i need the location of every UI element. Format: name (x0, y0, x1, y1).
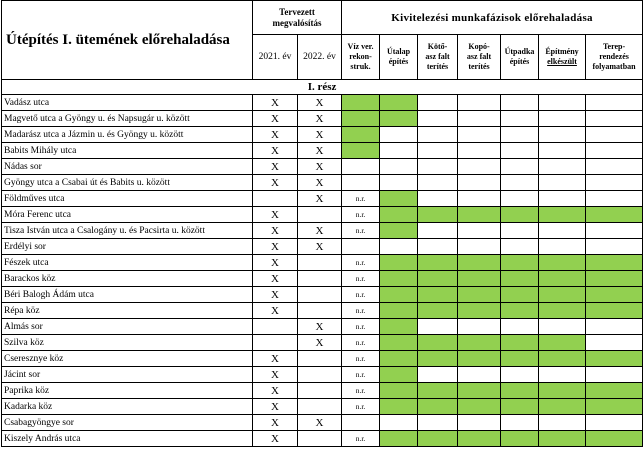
phase-done-cell (380, 255, 418, 271)
street-name: Almás sor (2, 319, 253, 335)
phase-empty-cell (380, 143, 418, 159)
phase-empty-cell (539, 367, 586, 383)
table-row (2, 175, 643, 191)
phase-done-cell (380, 319, 418, 335)
phase-header (458, 35, 501, 80)
year-2022-mark (298, 351, 342, 367)
year-2022-mark (298, 271, 342, 287)
street-name: Répa köz (2, 303, 253, 319)
phase-empty-cell (458, 143, 501, 159)
year-2021-mark: X (253, 431, 298, 447)
phase-empty-cell (458, 319, 501, 335)
year-2021-mark: X (253, 223, 298, 239)
phase-done-cell (380, 111, 418, 127)
phase-header-line: terítés (426, 62, 449, 71)
year-2021-mark: X (253, 127, 298, 143)
street-name: Erdélyi sor (2, 239, 253, 255)
phase-done-cell (586, 351, 643, 367)
phase-done-cell (539, 383, 586, 399)
phase-empty-cell (380, 159, 418, 175)
phase-empty-cell (418, 367, 458, 383)
phase-done-cell (539, 303, 586, 319)
phase-done-cell (539, 399, 586, 415)
phase-done-cell (380, 223, 418, 239)
phase-empty-cell (586, 159, 643, 175)
phase-header-line: Kötő- (427, 42, 448, 51)
phase-done-cell (342, 143, 380, 159)
year-2022-mark: X (298, 191, 342, 207)
phase-done-cell (380, 287, 418, 303)
phase-empty-cell (501, 415, 539, 431)
phase-empty-cell (458, 367, 501, 383)
phase-done-cell (418, 383, 458, 399)
year-2022-mark (298, 303, 342, 319)
phase-empty-cell (418, 415, 458, 431)
phase-na-cell: n.r. (342, 287, 380, 303)
phase-empty-cell (539, 143, 586, 159)
phase-header-line: építés (509, 57, 530, 66)
phase-done-cell (458, 303, 501, 319)
year-2021-mark: X (253, 111, 298, 127)
phase-done-cell (501, 255, 539, 271)
phase-done-cell (458, 271, 501, 287)
street-name: Szilva köz (2, 335, 253, 351)
phase-header-line: Építmény (545, 47, 579, 56)
phase-done-cell (539, 255, 586, 271)
phase-header-line: Víz ver. (347, 42, 374, 51)
phase-na-cell: n.r. (342, 255, 380, 271)
planned-header: Tervezett megvalósítás (253, 1, 342, 35)
street-name: Cseresznye köz (2, 351, 253, 367)
year-2022-mark (298, 287, 342, 303)
phase-empty-cell (458, 175, 501, 191)
year-2022-mark: X (298, 159, 342, 175)
phase-na-cell: n.r. (342, 383, 380, 399)
phase-header-line: Terep- (602, 42, 626, 51)
table-row (2, 351, 643, 367)
street-name: Barackos köz (2, 271, 253, 287)
phase-empty-cell (501, 367, 539, 383)
phase-empty-cell (458, 415, 501, 431)
year-2022-mark: X (298, 239, 342, 255)
table-row (2, 95, 643, 111)
phase-empty-cell (418, 127, 458, 143)
phase-header-line: terítés (468, 62, 490, 71)
phase-empty-cell (586, 127, 643, 143)
year-2022-mark: X (298, 415, 342, 431)
phase-na-cell: n.r. (342, 271, 380, 287)
phase-empty-cell (586, 223, 643, 239)
year-2021-mark: X (253, 303, 298, 319)
phase-done-cell (380, 271, 418, 287)
phase-done-cell (418, 255, 458, 271)
phase-done-cell (380, 431, 418, 447)
table-row (2, 255, 643, 271)
year-2021-mark: X (253, 287, 298, 303)
street-name: Béri Balogh Ádám utca (2, 287, 253, 303)
phase-empty-cell (418, 95, 458, 111)
phase-header-line: rekon- (349, 52, 372, 61)
phase-done-cell (539, 431, 586, 447)
phase-done-cell (501, 207, 539, 223)
phase-done-cell (380, 95, 418, 111)
phase-na-cell: n.r. (342, 191, 380, 207)
phase-empty-cell (458, 159, 501, 175)
phase-done-cell (418, 335, 458, 351)
phase-empty-cell (380, 175, 418, 191)
phase-done-cell (586, 271, 643, 287)
phase-done-cell (501, 399, 539, 415)
table-row (2, 239, 643, 255)
year-2021-mark: X (253, 207, 298, 223)
table-row (2, 271, 643, 287)
phase-empty-cell (501, 239, 539, 255)
phase-header (586, 35, 643, 80)
year-2021-mark: X (253, 383, 298, 399)
phase-header-line: elkészült (547, 57, 577, 66)
phase-empty-cell (539, 127, 586, 143)
phase-done-cell (458, 335, 501, 351)
phase-done-cell (342, 111, 380, 127)
year-2021-mark: X (253, 95, 298, 111)
phase-header-line: rendezés (599, 52, 629, 61)
phase-empty-cell (418, 319, 458, 335)
phase-done-cell (380, 207, 418, 223)
year-2022-mark: X (298, 143, 342, 159)
table-row (2, 383, 643, 399)
phase-done-cell (380, 367, 418, 383)
phase-header (380, 35, 418, 80)
phase-done-cell (586, 255, 643, 271)
phase-header (539, 35, 586, 80)
street-name: Vadász utca (2, 95, 253, 111)
table-row (2, 159, 643, 175)
phase-empty-cell (539, 239, 586, 255)
phase-done-cell (380, 303, 418, 319)
phase-done-cell (418, 399, 458, 415)
year-2021-mark: X (253, 367, 298, 383)
phase-done-cell (586, 399, 643, 415)
phase-empty-cell (539, 191, 586, 207)
phase-empty-cell (418, 191, 458, 207)
phase-header-line: Útalap (386, 47, 411, 56)
year-2022-mark: X (298, 95, 342, 111)
year-2022-mark (298, 207, 342, 223)
phase-empty-cell (539, 175, 586, 191)
phase-done-cell (380, 351, 418, 367)
phase-header (418, 35, 458, 80)
phase-empty-cell (586, 95, 643, 111)
phase-empty-cell (418, 143, 458, 159)
table-row (2, 399, 643, 415)
street-name: Csabagyöngye sor (2, 415, 253, 431)
phase-empty-cell (458, 239, 501, 255)
phase-empty-cell (586, 175, 643, 191)
table-row (2, 431, 643, 447)
phase-done-cell (418, 287, 458, 303)
table-row (2, 207, 643, 223)
year-2022-mark: X (298, 175, 342, 191)
phase-empty-cell (539, 223, 586, 239)
table-row (2, 127, 643, 143)
street-name: Jácint sor (2, 367, 253, 383)
phase-na-cell: n.r. (342, 399, 380, 415)
phase-done-cell (418, 303, 458, 319)
phase-done-cell (501, 287, 539, 303)
phase-done-cell (342, 95, 380, 111)
section-title: I. rész (2, 80, 643, 95)
phase-done-cell (501, 383, 539, 399)
phase-empty-cell (501, 111, 539, 127)
phase-empty-cell (380, 239, 418, 255)
year-2021-mark: X (253, 255, 298, 271)
phase-empty-cell (501, 159, 539, 175)
year-2021-mark: X (253, 271, 298, 287)
year-2021-mark (253, 319, 298, 335)
phase-done-cell (458, 255, 501, 271)
year-2021-mark: X (253, 175, 298, 191)
phase-empty-cell (539, 415, 586, 431)
phase-done-cell (458, 383, 501, 399)
phase-na-cell: n.r. (342, 319, 380, 335)
table-row (2, 223, 643, 239)
street-name: Földműves utca (2, 191, 253, 207)
street-name: Nádas sor (2, 159, 253, 175)
table-row (2, 287, 643, 303)
phase-header-line: Kopó- (468, 42, 490, 51)
phase-empty-cell (458, 95, 501, 111)
phase-empty-cell (539, 95, 586, 111)
street-name: Móra Ferenc utca (2, 207, 253, 223)
year-2021-mark: X (253, 143, 298, 159)
phase-na-cell: n.r. (342, 367, 380, 383)
year-2021-mark (253, 191, 298, 207)
phase-na-cell: n.r. (342, 351, 380, 367)
year-2021-header: 2021. év (253, 35, 298, 80)
year-2021-mark: X (253, 415, 298, 431)
street-name: Tisza István utca a Csalogány u. és Pacsirta u. között (2, 223, 253, 239)
phase-empty-cell (586, 319, 643, 335)
year-2022-mark: X (298, 335, 342, 351)
phase-empty-cell (539, 159, 586, 175)
phase-done-cell (539, 351, 586, 367)
phase-done-cell (418, 431, 458, 447)
year-2021-mark: X (253, 399, 298, 415)
table-row (2, 335, 643, 351)
progress-table (1, 0, 643, 447)
table-row (2, 319, 643, 335)
phase-empty-cell (458, 191, 501, 207)
phase-empty-cell (539, 319, 586, 335)
phase-empty-cell (418, 111, 458, 127)
year-2022-mark: X (298, 127, 342, 143)
phase-empty-cell (586, 367, 643, 383)
year-2022-header: 2022. év (298, 35, 342, 80)
phase-header (342, 35, 380, 80)
phase-done-cell (501, 303, 539, 319)
phase-done-cell (501, 335, 539, 351)
phase-header-line: Útpadka (504, 47, 535, 56)
phase-empty-cell (458, 111, 501, 127)
year-2022-mark: X (298, 319, 342, 335)
phase-done-cell (380, 399, 418, 415)
phase-done-cell (458, 207, 501, 223)
phase-empty-cell (501, 127, 539, 143)
year-2022-mark: X (298, 223, 342, 239)
phase-empty-cell (586, 191, 643, 207)
phase-empty-cell (501, 191, 539, 207)
year-2022-mark (298, 383, 342, 399)
phase-header-line: struk. (350, 62, 371, 71)
phase-empty-cell (342, 239, 380, 255)
phase-done-cell (458, 431, 501, 447)
phase-empty-cell (501, 319, 539, 335)
phase-na-cell: n.r. (342, 431, 380, 447)
year-2021-mark (253, 335, 298, 351)
table-row (2, 191, 643, 207)
phase-empty-cell (418, 159, 458, 175)
phase-done-cell (539, 287, 586, 303)
phase-done-cell (501, 271, 539, 287)
year-2022-mark: X (298, 111, 342, 127)
phase-na-cell: n.r. (342, 303, 380, 319)
phase-done-cell (501, 351, 539, 367)
street-name: Paprika köz (2, 383, 253, 399)
phase-empty-cell (458, 223, 501, 239)
phase-done-cell (418, 271, 458, 287)
street-name: Kadarka köz (2, 399, 253, 415)
phase-empty-cell (342, 415, 380, 431)
phase-empty-cell (501, 175, 539, 191)
street-name: Fészek utca (2, 255, 253, 271)
table-body (2, 95, 643, 447)
phase-na-cell: n.r. (342, 223, 380, 239)
street-name: Kiszely András utca (2, 431, 253, 447)
table-row (2, 415, 643, 431)
phase-empty-cell (380, 127, 418, 143)
year-2022-mark (298, 255, 342, 271)
phase-na-cell: n.r. (342, 207, 380, 223)
phase-done-cell (539, 335, 586, 351)
phase-done-cell (380, 191, 418, 207)
phase-empty-cell (418, 223, 458, 239)
phase-done-cell (418, 351, 458, 367)
phase-header-line: építés (388, 57, 409, 66)
year-2022-mark (298, 399, 342, 415)
phase-done-cell (418, 207, 458, 223)
table-row (2, 303, 643, 319)
phase-done-cell (586, 431, 643, 447)
phase-empty-cell (380, 415, 418, 431)
phase-empty-cell (586, 111, 643, 127)
phase-done-cell (501, 431, 539, 447)
phases-header: Kivitelezési munkafázisok előrehaladása (342, 1, 643, 35)
phase-empty-cell (418, 239, 458, 255)
phase-done-cell (586, 303, 643, 319)
phase-empty-cell (501, 143, 539, 159)
phase-header-line: folyamatban (592, 62, 636, 71)
phase-empty-cell (418, 175, 458, 191)
year-2022-mark (298, 367, 342, 383)
year-2022-mark (298, 431, 342, 447)
phase-empty-cell (539, 111, 586, 127)
phase-done-cell (586, 287, 643, 303)
phase-empty-cell (586, 239, 643, 255)
phase-empty-cell (501, 223, 539, 239)
phase-done-cell (380, 383, 418, 399)
phase-header (501, 35, 539, 80)
phase-empty-cell (501, 95, 539, 111)
phase-na-cell: n.r. (342, 335, 380, 351)
phase-done-cell (539, 271, 586, 287)
street-name: Madarász utca a Jázmin u. és Gyöngy u. között (2, 127, 253, 143)
phase-empty-cell (342, 159, 380, 175)
table-row (2, 143, 643, 159)
phase-done-cell (586, 383, 643, 399)
phase-done-cell (586, 207, 643, 223)
phase-done-cell (458, 399, 501, 415)
street-name: Babits Mihály utca (2, 143, 253, 159)
phase-done-cell (539, 207, 586, 223)
table-row (2, 367, 643, 383)
phase-header-line: asz falt (425, 52, 450, 61)
phase-done-cell (458, 287, 501, 303)
phase-empty-cell (586, 143, 643, 159)
year-2021-mark: X (253, 159, 298, 175)
phase-empty-cell (458, 127, 501, 143)
street-name: Magvető utca a Gyöngy u. és Napsugár u. között (2, 111, 253, 127)
page-title: Útépítés I. ütemének előrehaladása (2, 1, 253, 80)
phase-header-line: asz falt (466, 52, 492, 61)
phase-done-cell (458, 351, 501, 367)
phase-empty-cell (586, 335, 643, 351)
street-name: Gyöngy utca a Csabai út és Babits u. között (2, 175, 253, 191)
phase-empty-cell (342, 175, 380, 191)
year-2021-mark: X (253, 351, 298, 367)
phase-done-cell (342, 127, 380, 143)
table-row (2, 111, 643, 127)
phase-done-cell (380, 335, 418, 351)
year-2021-mark: X (253, 239, 298, 255)
phase-empty-cell (586, 415, 643, 431)
